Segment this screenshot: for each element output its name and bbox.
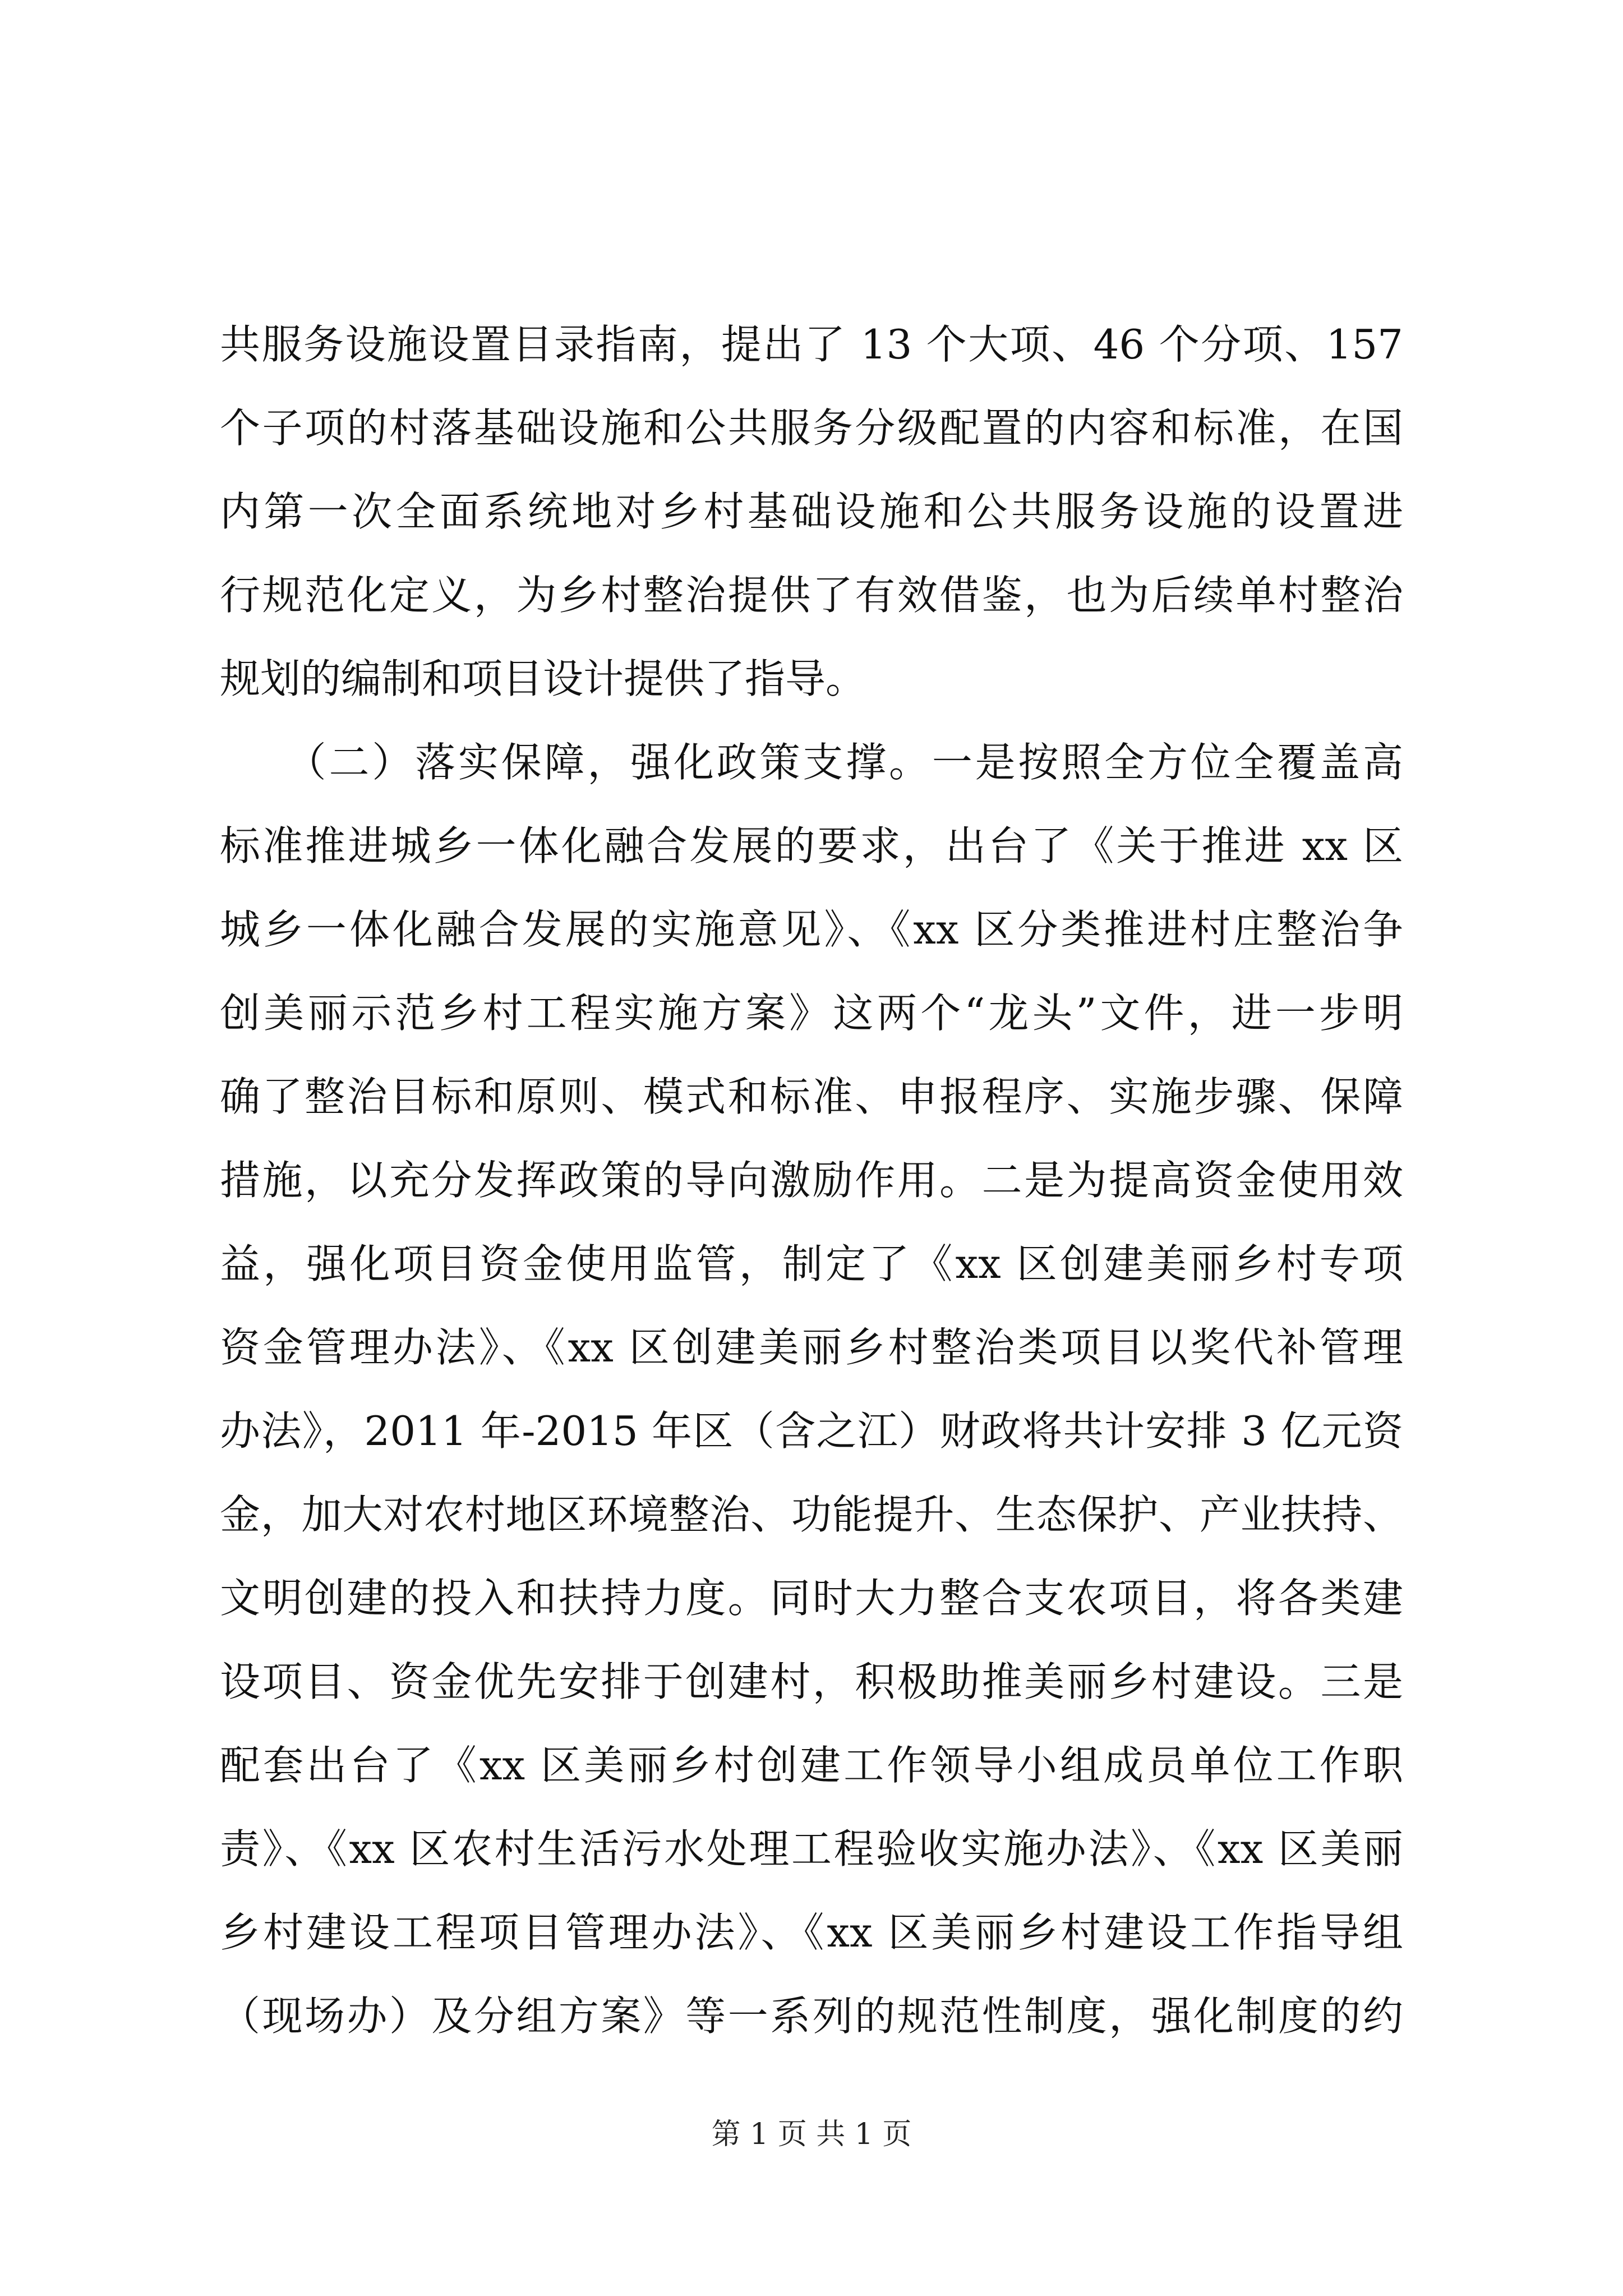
text-line: 责》、《xx 区农村生活污水处理工程验收实施办法》、《xx 区美丽: [220, 1825, 1403, 1872]
text-line: 乡村建设工程项目管理办法》、《xx 区美丽乡村建设工作指导组: [220, 1909, 1403, 1956]
text-line: 创美丽示范乡村工程实施方案》这两个“龙头”文件，进一步明: [220, 990, 1403, 1037]
text-line: 共服务设施设置目录指南，提出了 13 个大项、46 个分项、157: [220, 321, 1403, 368]
text-line: （二）落实保障，强化政策支撑。一是按照全方位全覆盖高: [220, 739, 1403, 786]
text-line: 个子项的村落基础设施和公共服务分级配置的内容和标准，在国: [220, 404, 1403, 452]
text-line: 配套出台了《xx 区美丽乡村创建工作领导小组成员单位工作职: [220, 1742, 1403, 1789]
text-line: 资金管理办法》、《xx 区创建美丽乡村整治类项目以奖代补管理: [220, 1324, 1403, 1371]
text-line: 文明创建的投入和扶持力度。同时大力整合支农项目，将各类建: [220, 1575, 1403, 1622]
text-line: 设项目、资金优先安排于创建村，积极助推美丽乡村建设。三是: [220, 1658, 1403, 1705]
text-line: 金，加大对农村地区环境整治、功能提升、生态保护、产业扶持、: [220, 1491, 1403, 1538]
text-line: 办法》，2011 年-2015 年区（含之江）财政将共计安排 3 亿元资: [220, 1407, 1403, 1455]
text-line: 确了整治目标和原则、模式和标准、申报程序、实施步骤、保障: [220, 1073, 1403, 1120]
text-line: 规划的编制和项目设计提供了指导。: [220, 655, 866, 702]
text-line: 行规范化定义，为乡村整治提供了有效借鉴，也为后续单村整治: [220, 572, 1403, 619]
text-line: 城乡一体化融合发展的实施意见》、《xx 区分类推进村庄整治争: [220, 906, 1403, 953]
text-line: 益，强化项目资金使用监管，制定了《xx 区创建美丽乡村专项: [220, 1240, 1403, 1287]
page-footer: 第 1 页 共 1 页: [711, 2118, 912, 2151]
text-line: 措施，以充分发挥政策的导向激励作用。二是为提高资金使用效: [220, 1157, 1403, 1204]
text-line: 内第一次全面系统地对乡村基础设施和公共服务设施的设置进: [220, 488, 1403, 535]
document-body: [220, 303, 1403, 2058]
text-line: 标准推进城乡一体化融合发展的要求，出台了《关于推进 xx 区: [220, 822, 1403, 869]
text-line: （现场办）及分组方案》等一系列的规范性制度，强化制度的约: [220, 1993, 1403, 2040]
